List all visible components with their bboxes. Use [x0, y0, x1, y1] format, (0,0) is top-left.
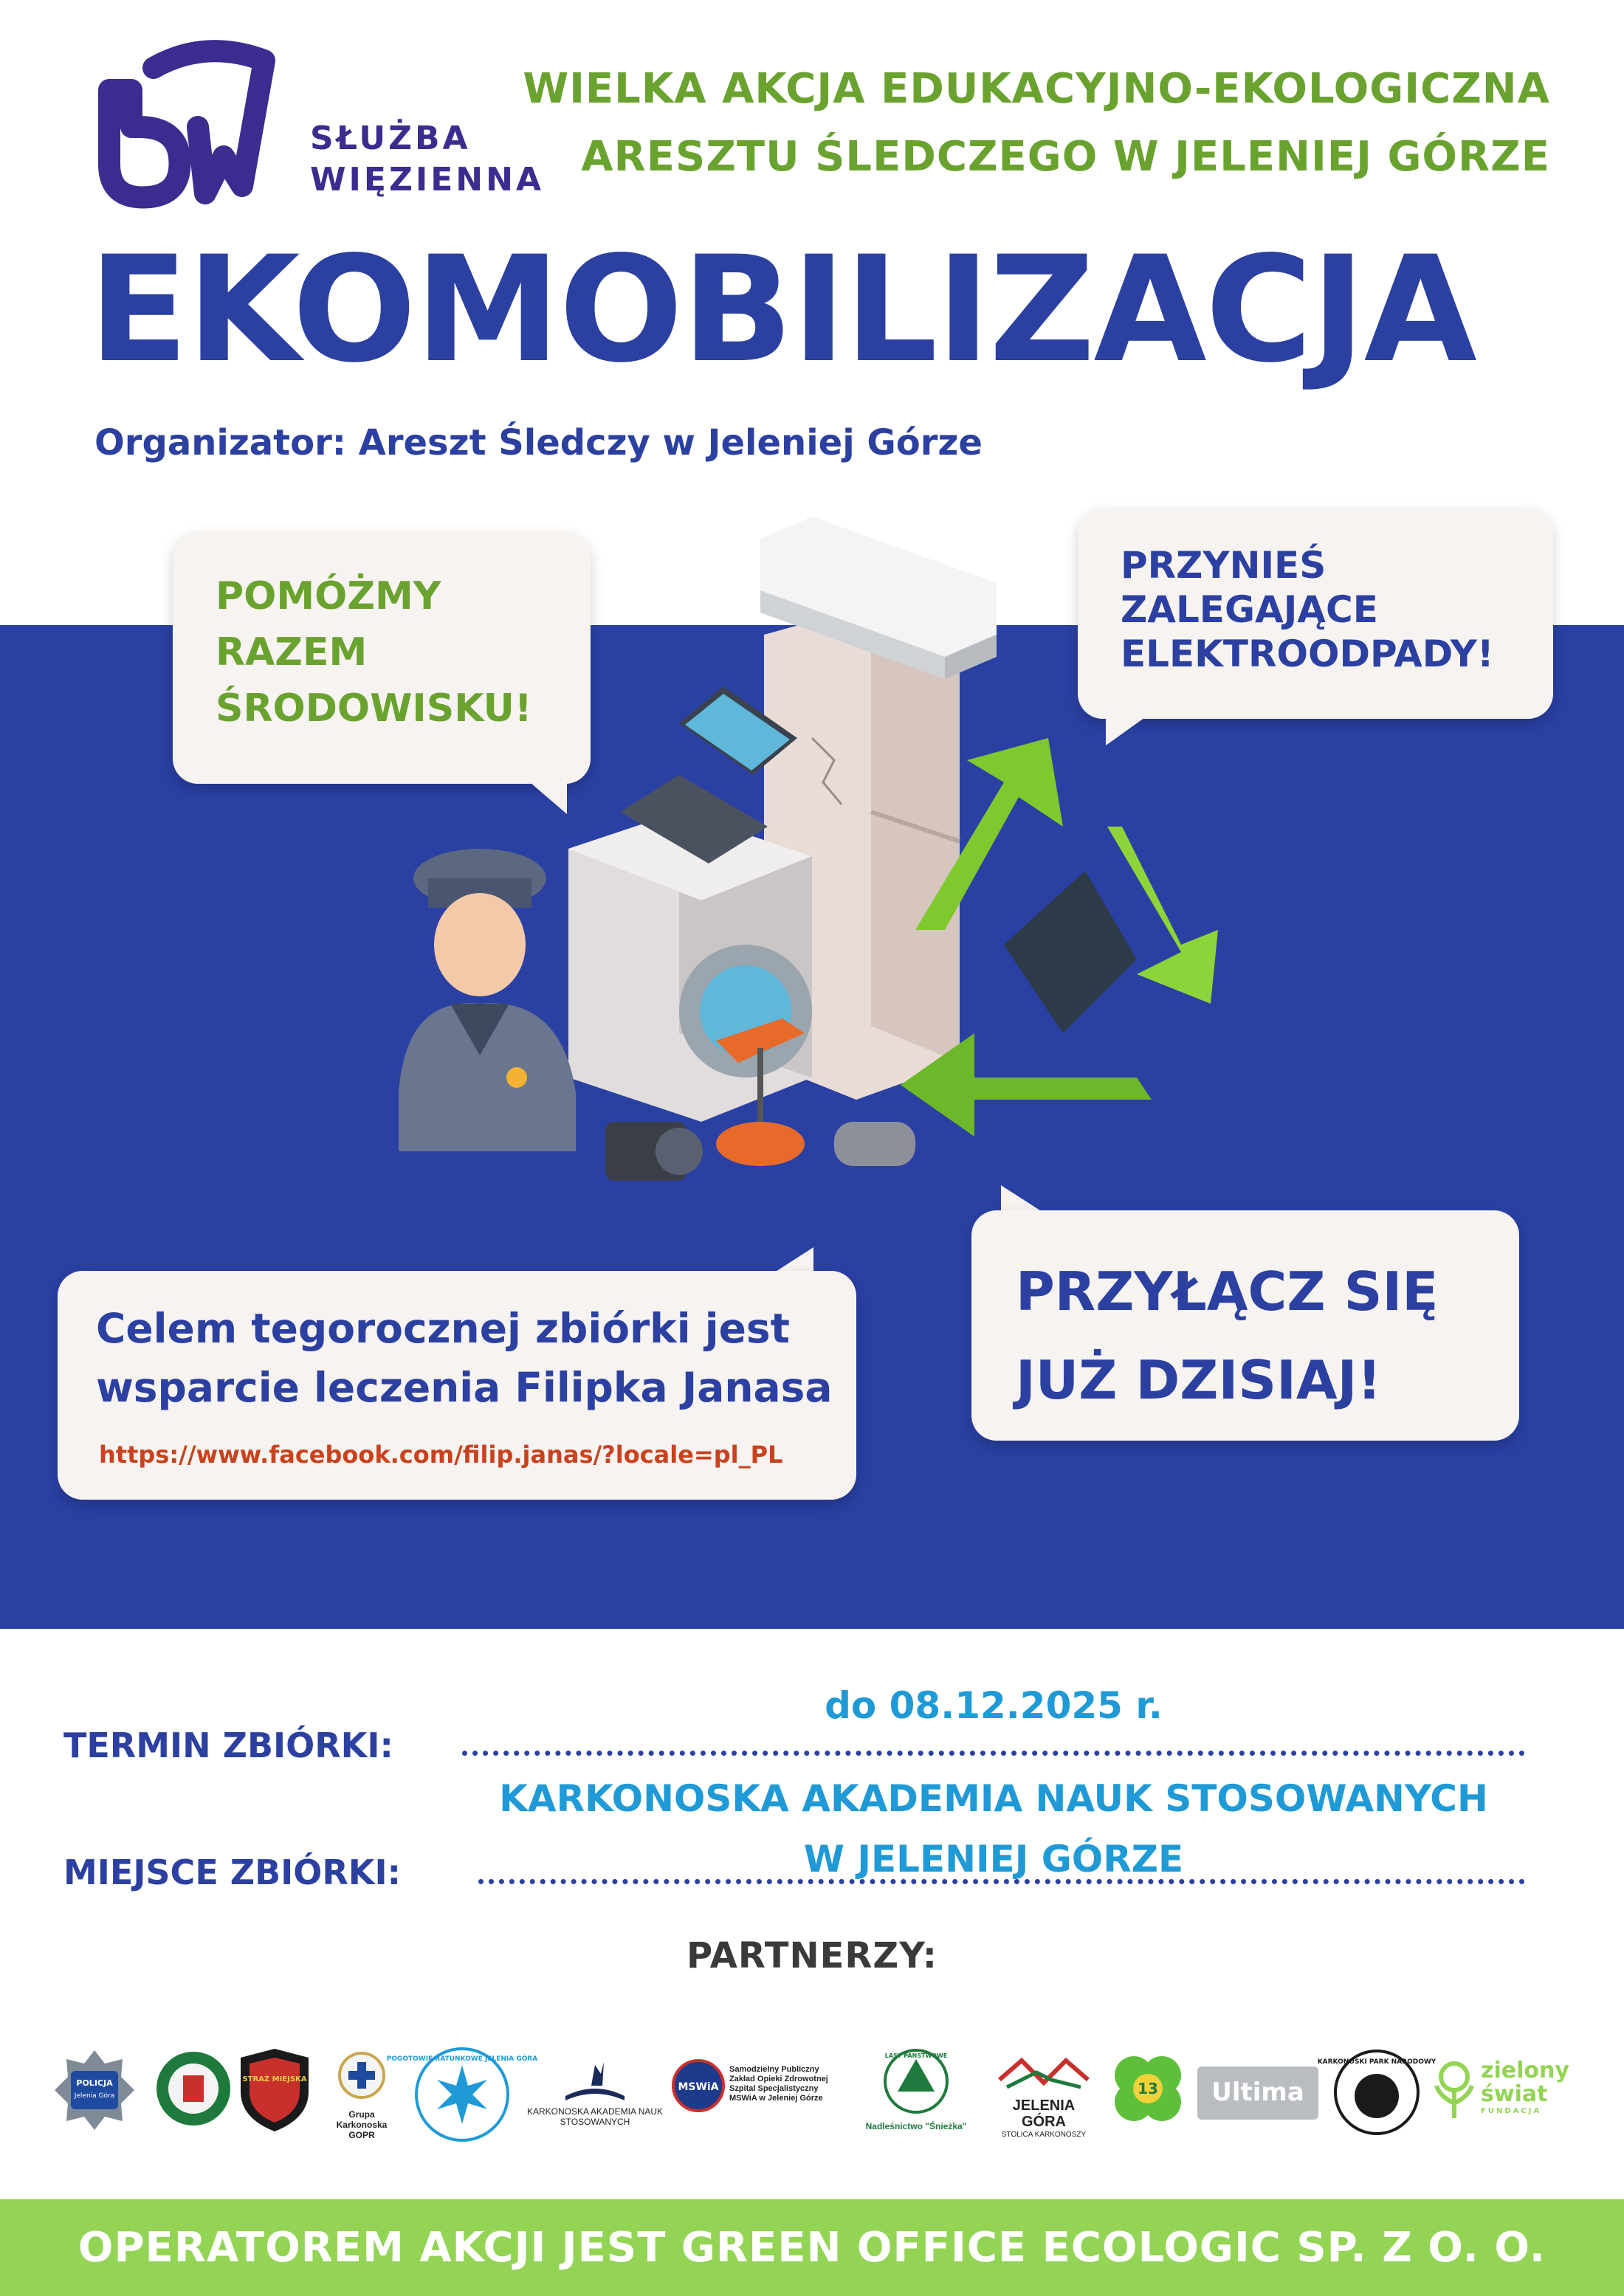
pogotowie-logo — [386, 2046, 538, 2143]
camera-icon — [605, 1122, 703, 1181]
collection-place-line-2: W JELENIEJ GÓRZE — [803, 1838, 1184, 1880]
bubble-tail — [772, 1247, 813, 1274]
join-line-2: JUŻ DZISIAJ! — [1016, 1349, 1382, 1411]
bring-line-2: ZALEGAJĄCE — [1121, 588, 1378, 631]
nadlesnictwo-caption: Nadleśnictwo "Śnieżka" — [865, 2121, 967, 2131]
help-line-3: ŚRODOWISKU! — [216, 686, 532, 731]
jg-name: JELENIA GÓRA — [1012, 2097, 1076, 2130]
deer-book-icon — [521, 2059, 669, 2103]
help-line-2: RAZEM — [216, 630, 368, 675]
kpn-text: KARKONOSKI PARK NARODOWY — [1317, 2058, 1437, 2066]
policja-text: POLICJA — [76, 2078, 113, 2088]
ultima-badge-icon — [1197, 2066, 1318, 2120]
lasy-panstwowe-logo — [861, 2047, 971, 2143]
collection-place-line-1: KARKONOSKA AKADEMIA NAUK STOSOWANYCH — [499, 1777, 1488, 1820]
bring-ewaste-text — [1121, 543, 1494, 676]
policja-city: Jelenia Góra — [74, 2092, 115, 2100]
bubble-tail — [1001, 1185, 1042, 1212]
kans-caption: KARKONOSKA AKADEMIA NAUK STOSOWANYCH — [526, 2106, 664, 2127]
zielony-line-2: świat — [1481, 2081, 1548, 2107]
mswia-logo — [672, 2059, 842, 2126]
antlers-icon — [992, 2050, 1095, 2095]
clover-icon — [1107, 2047, 1188, 2133]
washing-machine-icon — [568, 812, 812, 1122]
green-emblem-logo — [155, 2050, 232, 2127]
bring-line-1: PRZYNIEŚ — [1121, 544, 1327, 587]
clover-logo — [1107, 2047, 1188, 2133]
gopr-caption: Grupa Karkonoska GOPR — [336, 2109, 388, 2140]
bubble-tail — [526, 779, 567, 814]
collection-place-label: MIEJSCE ZBIÓRKI: — [63, 1852, 401, 1892]
forest-icon — [861, 2047, 971, 2118]
kans-logo — [521, 2059, 669, 2140]
ultima-text: Ultima — [1211, 2078, 1304, 2107]
join-line-1: PRZYŁĄCZ SIĘ — [1016, 1261, 1439, 1323]
mswia-emblem-icon — [672, 2059, 725, 2112]
join-text — [1016, 1247, 1438, 1424]
logo-line-2: WIĘZIENNA — [310, 161, 544, 199]
mswia-caption: Samodzielny Publiczny Zakład Opieki Zdrowotnej Szpital Specjalistyczny MSWiA w Jeleniej Górze — [729, 2065, 828, 2103]
logo-line-1: SŁUŻBA — [310, 120, 471, 157]
zielony-swiat-logo — [1432, 2059, 1580, 2130]
logo-text — [310, 118, 544, 201]
collection-date-value: do 08.12.2025 r. — [825, 1684, 1163, 1727]
bubble-tail — [1106, 716, 1147, 745]
help-line-1: POMÓŻMY — [216, 574, 441, 618]
emblem-icon — [155, 2050, 232, 2127]
dotted-line — [478, 1879, 1525, 1884]
kpn-logo — [1317, 2049, 1437, 2136]
facebook-link[interactable]: https://www.facebook.com/filip.janas/?locale=pl_PL — [99, 1441, 783, 1469]
kpn-eagle-icon — [1317, 2049, 1437, 2136]
jelenia-gora-logo — [992, 2050, 1095, 2139]
shield-icon — [238, 2047, 312, 2133]
gamepad-icon — [834, 1122, 915, 1166]
dotted-line — [462, 1751, 1525, 1756]
zielony-line-1: zielony — [1481, 2058, 1569, 2083]
lasy-text: LASY PAŃSTWOWE — [884, 2052, 948, 2059]
mswia-logo-text: MSWiA — [678, 2081, 719, 2093]
sprout-icon — [1432, 2059, 1476, 2123]
bring-line-3: ELEKTROODPADY! — [1121, 632, 1494, 675]
ultima-logo — [1197, 2066, 1318, 2120]
zielony-line-3: FUNDACJA — [1481, 2107, 1542, 2115]
straz-miejska-logo — [238, 2047, 312, 2133]
page-title: EKOMOBILIZACJA — [89, 224, 1476, 395]
pogotowie-text: POGOTOWIE RATUNKOWE JELENIA GÓRA — [386, 2055, 538, 2063]
jg-subtitle: STOLICA KARKONOSZY — [1001, 2131, 1087, 2139]
sluzba-wiezienna-logo-icon — [94, 38, 286, 208]
policja-logo — [53, 2049, 136, 2131]
header-line-1: WIELKA AKCJA EDUKACYJNO-EKOLOGICZNA — [523, 65, 1550, 113]
ambulance-star-icon — [386, 2046, 538, 2143]
organizer-text: Organizator: Areszt Śledczy w Jeleniej Górze — [94, 422, 983, 463]
clover-number: 13 — [1138, 2080, 1158, 2097]
footer-operator-text: OPERATOREM AKCJI JEST GREEN OFFICE ECOLOGIC SP. Z O. O. — [78, 2224, 1546, 2272]
collection-date-label: TERMIN ZBIÓRKI: — [63, 1726, 393, 1765]
help-environment-text — [216, 568, 532, 737]
straz-text: STRAŻ MIEJSKA — [242, 2075, 307, 2083]
header-line-2: ARESZTU ŚLEDCZEGO W JELENIEJ GÓRZE — [581, 133, 1550, 181]
goal-line-1: Celem tegorocznej zbiórki jest — [96, 1305, 790, 1352]
goal-line-2: wsparcie leczenia Filipka Janasa — [96, 1364, 833, 1411]
police-star-icon — [53, 2049, 136, 2131]
partners-title: PARTNERZY: — [687, 1935, 937, 1976]
prison-guard-icon — [399, 849, 576, 1151]
